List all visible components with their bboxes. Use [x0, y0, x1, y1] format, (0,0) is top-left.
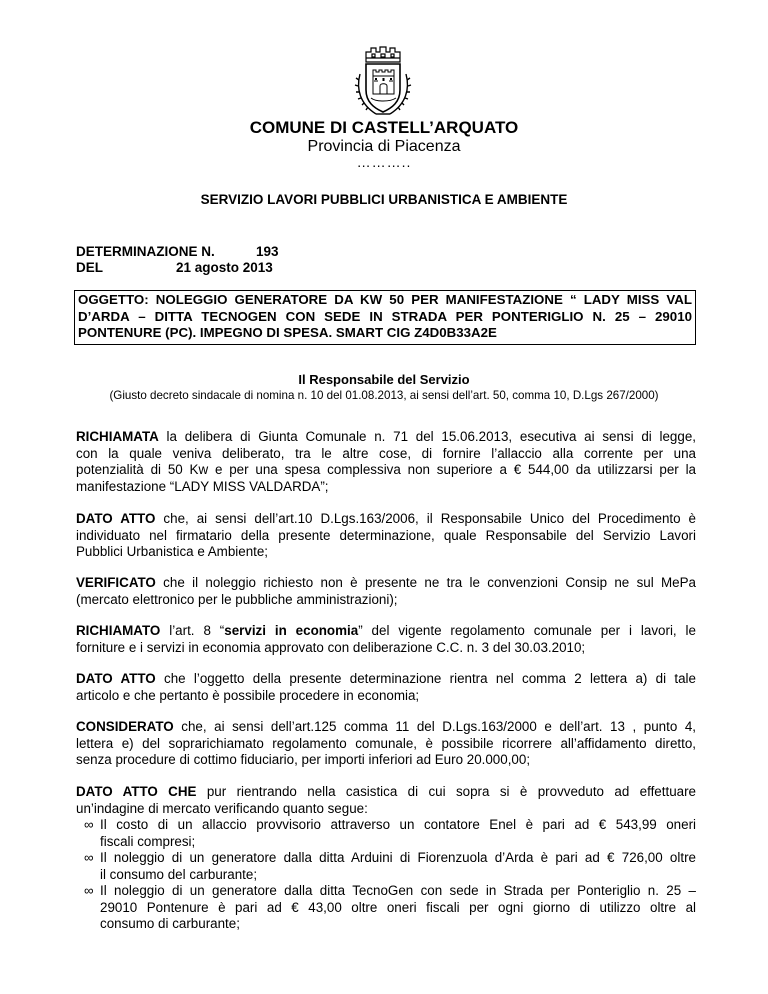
- paragraph-text: la delibera di Giunta Comunale n. 71 del 15.06.2013, esecutiva ai sensi di legge,: [158, 429, 696, 444]
- coat-of-arms-emblem: [354, 44, 412, 118]
- determinazione-date-line: [76, 260, 273, 275]
- paragraph-keyword: VERIFICATO: [76, 575, 156, 590]
- paragraph-keyword: DATO ATTO: [76, 671, 156, 686]
- paragraph-text: che il noleggio richiesto non è presente ne tra le convenzioni Consip ne sul MePa: [155, 575, 696, 590]
- del-label: DEL: [76, 260, 103, 275]
- paragraph-keyword: DATO ATTO: [76, 511, 156, 526]
- paragraph-keyword: RICHIAMATA: [76, 429, 159, 444]
- paragraph-richiamata: [76, 429, 696, 495]
- dots-separator: ………..: [356, 154, 412, 170]
- determinazione-date: 21 agosto 2013: [176, 260, 273, 275]
- paragraph-keyword: DATO ATTO CHE: [76, 784, 197, 799]
- paragraph-text: che, ai sensi dell’art.10 D.Lgs.163/2006, il Responsabile Unico del Procedimento è: [155, 511, 696, 526]
- list-item-text: Il noleggio di un generatore dalla ditta TecnoGen con sede in Strada per Ponteriglio n. 25 –: [100, 883, 696, 898]
- servizio-heading: SERVIZIO LAVORI PUBBLICI URBANISTICA E AMBIENTE: [200, 192, 568, 207]
- paragraph-text: un’indagine di mercato verificando quanto segue:: [76, 800, 368, 816]
- provincia-subtitle: Provincia di Piacenza: [307, 138, 461, 155]
- paragraph-keyword: CONSIDERATO: [76, 719, 174, 734]
- paragraph-considerato: [76, 719, 696, 769]
- oggetto-line: PONTENURE (PC). IMPEGNO DI SPESA. SMART CIG Z4D0B33A2E: [78, 325, 497, 340]
- bullet-infinity-icon: ∞: [84, 850, 94, 865]
- paragraph-richiamato: [76, 623, 696, 656]
- paragraph-text: che, ai sensi dell’art.125 comma 11 del D.Lgs.163/2000 e dell’art. 13 , punto 4,: [173, 719, 696, 734]
- paragraph-text: l’art. 8 “: [169, 623, 225, 638]
- paragraph-verificato: [76, 575, 696, 608]
- list-item-text: 29010 Pontenure è pari ad € 43,00 oltre oneri fiscali per ogni giorno di utilizzo oltre al: [100, 899, 696, 915]
- oggetto-box: [74, 290, 696, 345]
- market-survey-list: [76, 817, 696, 933]
- determinazione-label: DETERMINAZIONE N.: [76, 244, 215, 259]
- paragraph-text: senza procedure di cottimo fiduciario, per importi inferiori ad Euro 20.000,00;: [76, 752, 531, 767]
- list-item: [76, 883, 696, 933]
- paragraph-text: lettera e) del soprarichiamato regolamento comunale, è possibile ricorrere all’affidamento diretto,: [76, 735, 696, 751]
- paragraph-text: manifestazione “LADY MISS VALDARDA”;: [76, 478, 329, 494]
- paragraph-text: che l’oggetto della presente determinazione rientra nel comma 2 lettera a) di tale: [155, 671, 696, 686]
- determinazione-number: 193: [256, 244, 279, 259]
- responsabile-subtitle: (Giusto decreto sindacale di nomina n. 10 del 01.08.2013, ai sensi dell’art. 50, comma 10, D.Lgs 267/2000): [109, 389, 659, 402]
- paragraph-text: forniture e i servizi in economia approvato con deliberazione C.C. n. 3 del 30.03.2010;: [76, 639, 586, 655]
- paragraph-text: pur rientrando nella casistica di cui sopra si è provveduto ad effettuare: [196, 784, 696, 799]
- determinazione-number-line: [76, 244, 279, 259]
- paragraph-text: ” del vigente regolamento comunale per i lavori, le: [358, 623, 696, 638]
- paragraph-keyword: RICHIAMATO: [76, 623, 161, 638]
- bullet-infinity-icon: ∞: [84, 817, 94, 832]
- paragraph-dato-atto-che: [76, 784, 696, 817]
- list-item-text: il consumo del carburante;: [100, 866, 258, 882]
- paragraph-text: articolo e che pertanto è possibile procedere in economia;: [76, 687, 420, 703]
- paragraph-text: con la quale veniva deliberato, tra le altre cose, di fornire l’allaccio alla corrente per una: [76, 445, 696, 461]
- oggetto-line: D’ARDA – DITTA TECNOGEN CON SEDE IN STRADA PER PONTERIGLIO N. 25 – 29010: [78, 308, 692, 324]
- oggetto-line: OGGETTO: NOLEGGIO GENERATORE DA KW 50 PER MANIFESTAZIONE “ LADY MISS VAL: [78, 292, 692, 307]
- list-item-text: consumo di carburante;: [100, 916, 240, 931]
- paragraph-dato-atto-rup: [76, 511, 696, 561]
- paragraph-emphasis: servizi in economia: [224, 623, 359, 638]
- list-item-text: Il noleggio di un generatore dalla ditta Arduini di Fiorenzuola d’Arda è pari ad € 726,00 oltre: [100, 850, 696, 865]
- paragraph-text: potenzialità di 50 Kw e per una spesa complessiva non superiore a € 544,00 da utilizzarsi per la: [76, 462, 696, 477]
- list-item-text: Il costo di un allaccio provvisorio attraverso un contatore Enel è pari ad € 543,99 oneri: [100, 817, 696, 832]
- paragraph-text: individuato nel firmatario della presente determinazione, quale Responsabile del Servizio Lavori: [76, 527, 696, 543]
- comune-title: COMUNE DI CASTELL’ARQUATO: [249, 118, 519, 137]
- list-item: [76, 850, 696, 883]
- responsabile-title: Il Responsabile del Servizio: [298, 372, 470, 387]
- bullet-infinity-icon: ∞: [84, 883, 94, 898]
- list-item-text: fiscali compresi;: [100, 833, 196, 849]
- paragraph-text: Pubblici Urbanistica e Ambiente;: [76, 544, 269, 559]
- list-item: [76, 817, 696, 850]
- paragraph-dato-atto-economia: [76, 671, 696, 704]
- paragraph-text: (mercato elettronico per le pubbliche amministrazioni);: [76, 591, 398, 607]
